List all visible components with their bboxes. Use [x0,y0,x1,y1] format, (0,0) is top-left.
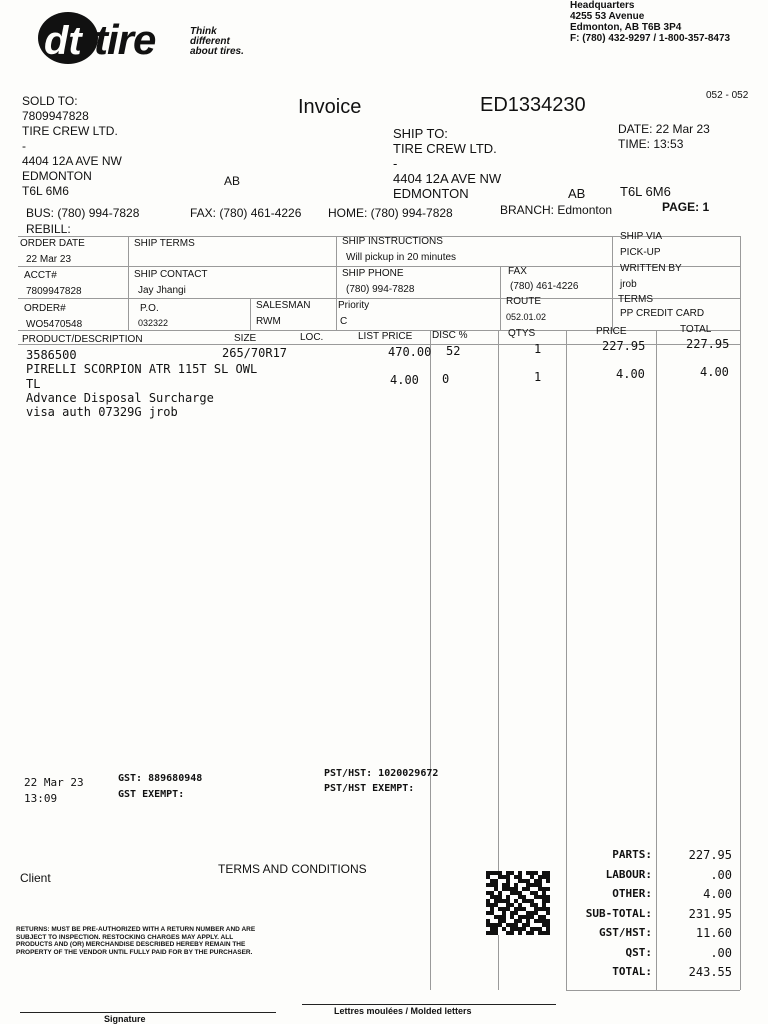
grid-line [566,990,740,991]
totals-row [572,926,732,946]
tagline-line-2: different [190,36,230,47]
item-total: 227.95 [686,337,730,351]
grid-line [500,266,501,330]
totals-label: QST: [625,945,652,959]
sold-to-city: EDMONTON [22,169,92,183]
totals-row [572,848,732,868]
col-size: SIZE [234,333,257,344]
terms-title: TERMS AND CONDITIONS [218,862,367,876]
totals-label: PARTS: [612,848,652,861]
ship-phone-label: SHIP PHONE [342,268,404,279]
headquarters-block [570,0,730,44]
svg-text:dt: dt [44,19,82,63]
client-label: Client [20,871,51,885]
ship-phone-value: (780) 994-7828 [346,284,415,295]
item-list-price: 470.00 [388,345,432,359]
ship-via-label: SHIP VIA [620,231,663,242]
sold-to-label: SOLD TO: [22,94,78,108]
totals-row [572,907,732,927]
gst-number: GST: 889680948 [118,773,203,784]
terms-label: TERMS [618,294,653,305]
signature-label: Signature [104,1014,146,1024]
acct-value: 7809947828 [26,286,82,297]
ship-contact-value: Jay Jhangi [138,285,186,296]
company-logo [36,8,186,69]
ship-contact-label: SHIP CONTACT [134,269,208,280]
route-value: 052.01.02 [506,312,547,322]
totals-value: .00 [710,945,732,960]
totals-row [572,946,732,966]
priority-value: C [340,316,348,327]
item-price: 4.00 [616,367,645,381]
item-qty: 1 [534,342,542,356]
invoice-date: DATE: 22 Mar 23 [618,122,710,136]
sold-to-bus-phone: BUS: (780) 994-7828 [26,206,140,220]
item-disc: 52 [446,344,461,358]
grid-line [336,236,337,330]
written-by-label: WRITTEN BY [620,263,682,274]
sold-to-account: 7809947828 [22,109,89,123]
ship-to-province: AB [568,186,586,201]
route-label: ROUTE [506,296,541,307]
branch: BRANCH: Edmonton [500,203,613,217]
totals-row [572,868,732,888]
ship-to-address: 4404 12A AVE NW [393,171,502,186]
item-extra-line: TL [26,377,41,391]
pst-exempt: PST/HST EXEMPT: [324,783,415,794]
item-size: 265/70R17 [222,346,288,360]
footer-time: 13:09 [24,792,58,805]
item-list-price: 4.00 [390,373,419,387]
col-loc: LOC. [300,332,324,343]
ship-to-city: EDMONTON [393,186,469,201]
po-label: P.O. [140,303,159,314]
sold-to-address: 4404 12A AVE NW [22,154,122,168]
invoice-number: ED1334230 [480,94,586,116]
page-number: PAGE: 1 [662,200,710,214]
sold-to-block [22,94,122,199]
totals-value: 227.95 [688,848,732,862]
grid-line [612,236,613,330]
item-description: PIRELLI SCORPION ATR 115T SL OWL [26,362,258,376]
ship-instructions-value: Will pickup in 20 minutes [346,252,457,263]
svg-text:tire: tire [94,16,156,63]
pst-number: PST/HST: 1020029672 [324,768,439,779]
ship-to-postal: T6L 6M6 [620,184,671,199]
written-by-value: jrob [620,279,637,290]
totals-value: 4.00 [703,887,732,901]
molded-letters-label: Lettres moulées / Molded letters [334,1006,472,1016]
col-list-price: LIST PRICE [358,331,413,342]
fax-label: FAX [508,266,527,277]
salesman-label: SALESMAN [256,300,311,311]
item-code: 3586500 [26,348,77,362]
returns-policy: RETURNS: MUST BE PRE-AUTHORIZED WITH A RETURN NUMBER AND ARE SUBJECT TO INSPECTION. RESTOCKING CHARGES MAY APPLY. ALL PRODUCTS AND (OR) MERCHANDISE DESCRIBED HEREBY REMAIN THE PROPERTY OF THE VENDOR UNTIL FULLY PAID FOR BY THE PURCHASER. [16,926,256,956]
sold-to-home-phone: HOME: (780) 994-7828 [328,206,453,220]
salesman-value: RWM [256,316,281,327]
totals-label: LABOUR: [605,867,652,881]
item-price: 227.95 [602,339,646,353]
col-price: PRICE [596,326,627,337]
column-line [740,236,741,990]
col-disc: DISC % [432,330,468,341]
ship-to-label: SHIP TO: [393,126,448,141]
invoice-time: TIME: 13:53 [618,137,684,151]
sold-to-postal: T6L 6M6 [22,184,69,198]
signature-line [20,1012,276,1013]
priority-label: Priority [338,300,370,311]
grid-line [250,298,251,330]
sold-to-name: TIRE CREW LTD. [22,124,118,138]
item-disc: 0 [442,372,450,386]
grid-line [128,236,129,330]
tagline-line-1: Think [190,26,217,37]
item-qty: 1 [534,370,542,384]
ship-to-block [393,126,501,201]
totals-value: 243.55 [688,965,732,979]
sold-to-fax: FAX: (780) 461-4226 [190,206,302,220]
totals-value: .00 [710,867,732,882]
totals-row [572,965,732,985]
column-line [566,330,567,990]
ship-terms-label: SHIP TERMS [134,238,195,249]
totals-block [572,848,732,985]
totals-value: 231.95 [688,906,732,921]
fax-value: (780) 461-4226 [510,281,579,292]
hq-title: Headquarters [570,0,635,11]
order-date-value: 22 Mar 23 [26,254,72,265]
ship-instructions-label: SHIP INSTRUCTIONS [342,236,443,247]
totals-label: SUB-TOTAL: [585,906,652,920]
totals-label: TOTAL: [612,965,652,978]
sold-to-province: AB [224,174,241,188]
ship-via-value: PICK-UP [620,247,661,258]
sold-to-dash: - [22,139,26,153]
item-total: 4.00 [700,365,729,379]
invoice-reference: 052 - 052 [706,90,749,101]
ship-to-dash: - [393,156,398,171]
document-title: Invoice [298,96,362,118]
totals-row [572,887,732,907]
ship-to-name: TIRE CREW LTD. [393,141,497,156]
molded-letters-line [302,1004,556,1005]
item-extra-line: visa auth 07329G jrob [26,405,178,419]
totals-label: OTHER: [612,887,652,900]
qr-code-icon [486,870,550,936]
order-date-label: ORDER DATE [20,238,85,249]
totals-label: GST/HST: [599,926,652,939]
logo-tagline [190,27,244,57]
col-total: TOTAL [680,324,712,335]
hq-phone: F: (780) 432-9297 / 1-800-357-8473 [570,33,731,44]
acct-label: ACCT# [24,270,57,281]
col-product: PRODUCT/DESCRIPTION [22,334,143,345]
footer-date: 22 Mar 23 [24,776,84,789]
column-line [430,330,431,990]
gst-exempt: GST EXEMPT: [118,789,185,800]
order-number-label: ORDER# [24,303,66,314]
hq-street: 4255 53 Avenue [570,11,645,22]
po-value: 032322 [138,318,169,328]
order-number-value: WO5470548 [26,319,83,330]
tagline-line-3: about tires. [190,46,244,57]
totals-value: 11.60 [695,926,732,940]
rebill-label: REBILL: [26,222,71,236]
item-extra-line: Advance Disposal Surcharge [26,391,214,405]
hq-city: Edmonton, AB T6B 3P4 [570,22,682,33]
terms-value: PP CREDIT CARD [620,308,705,319]
col-qty: QTYS [508,328,536,339]
